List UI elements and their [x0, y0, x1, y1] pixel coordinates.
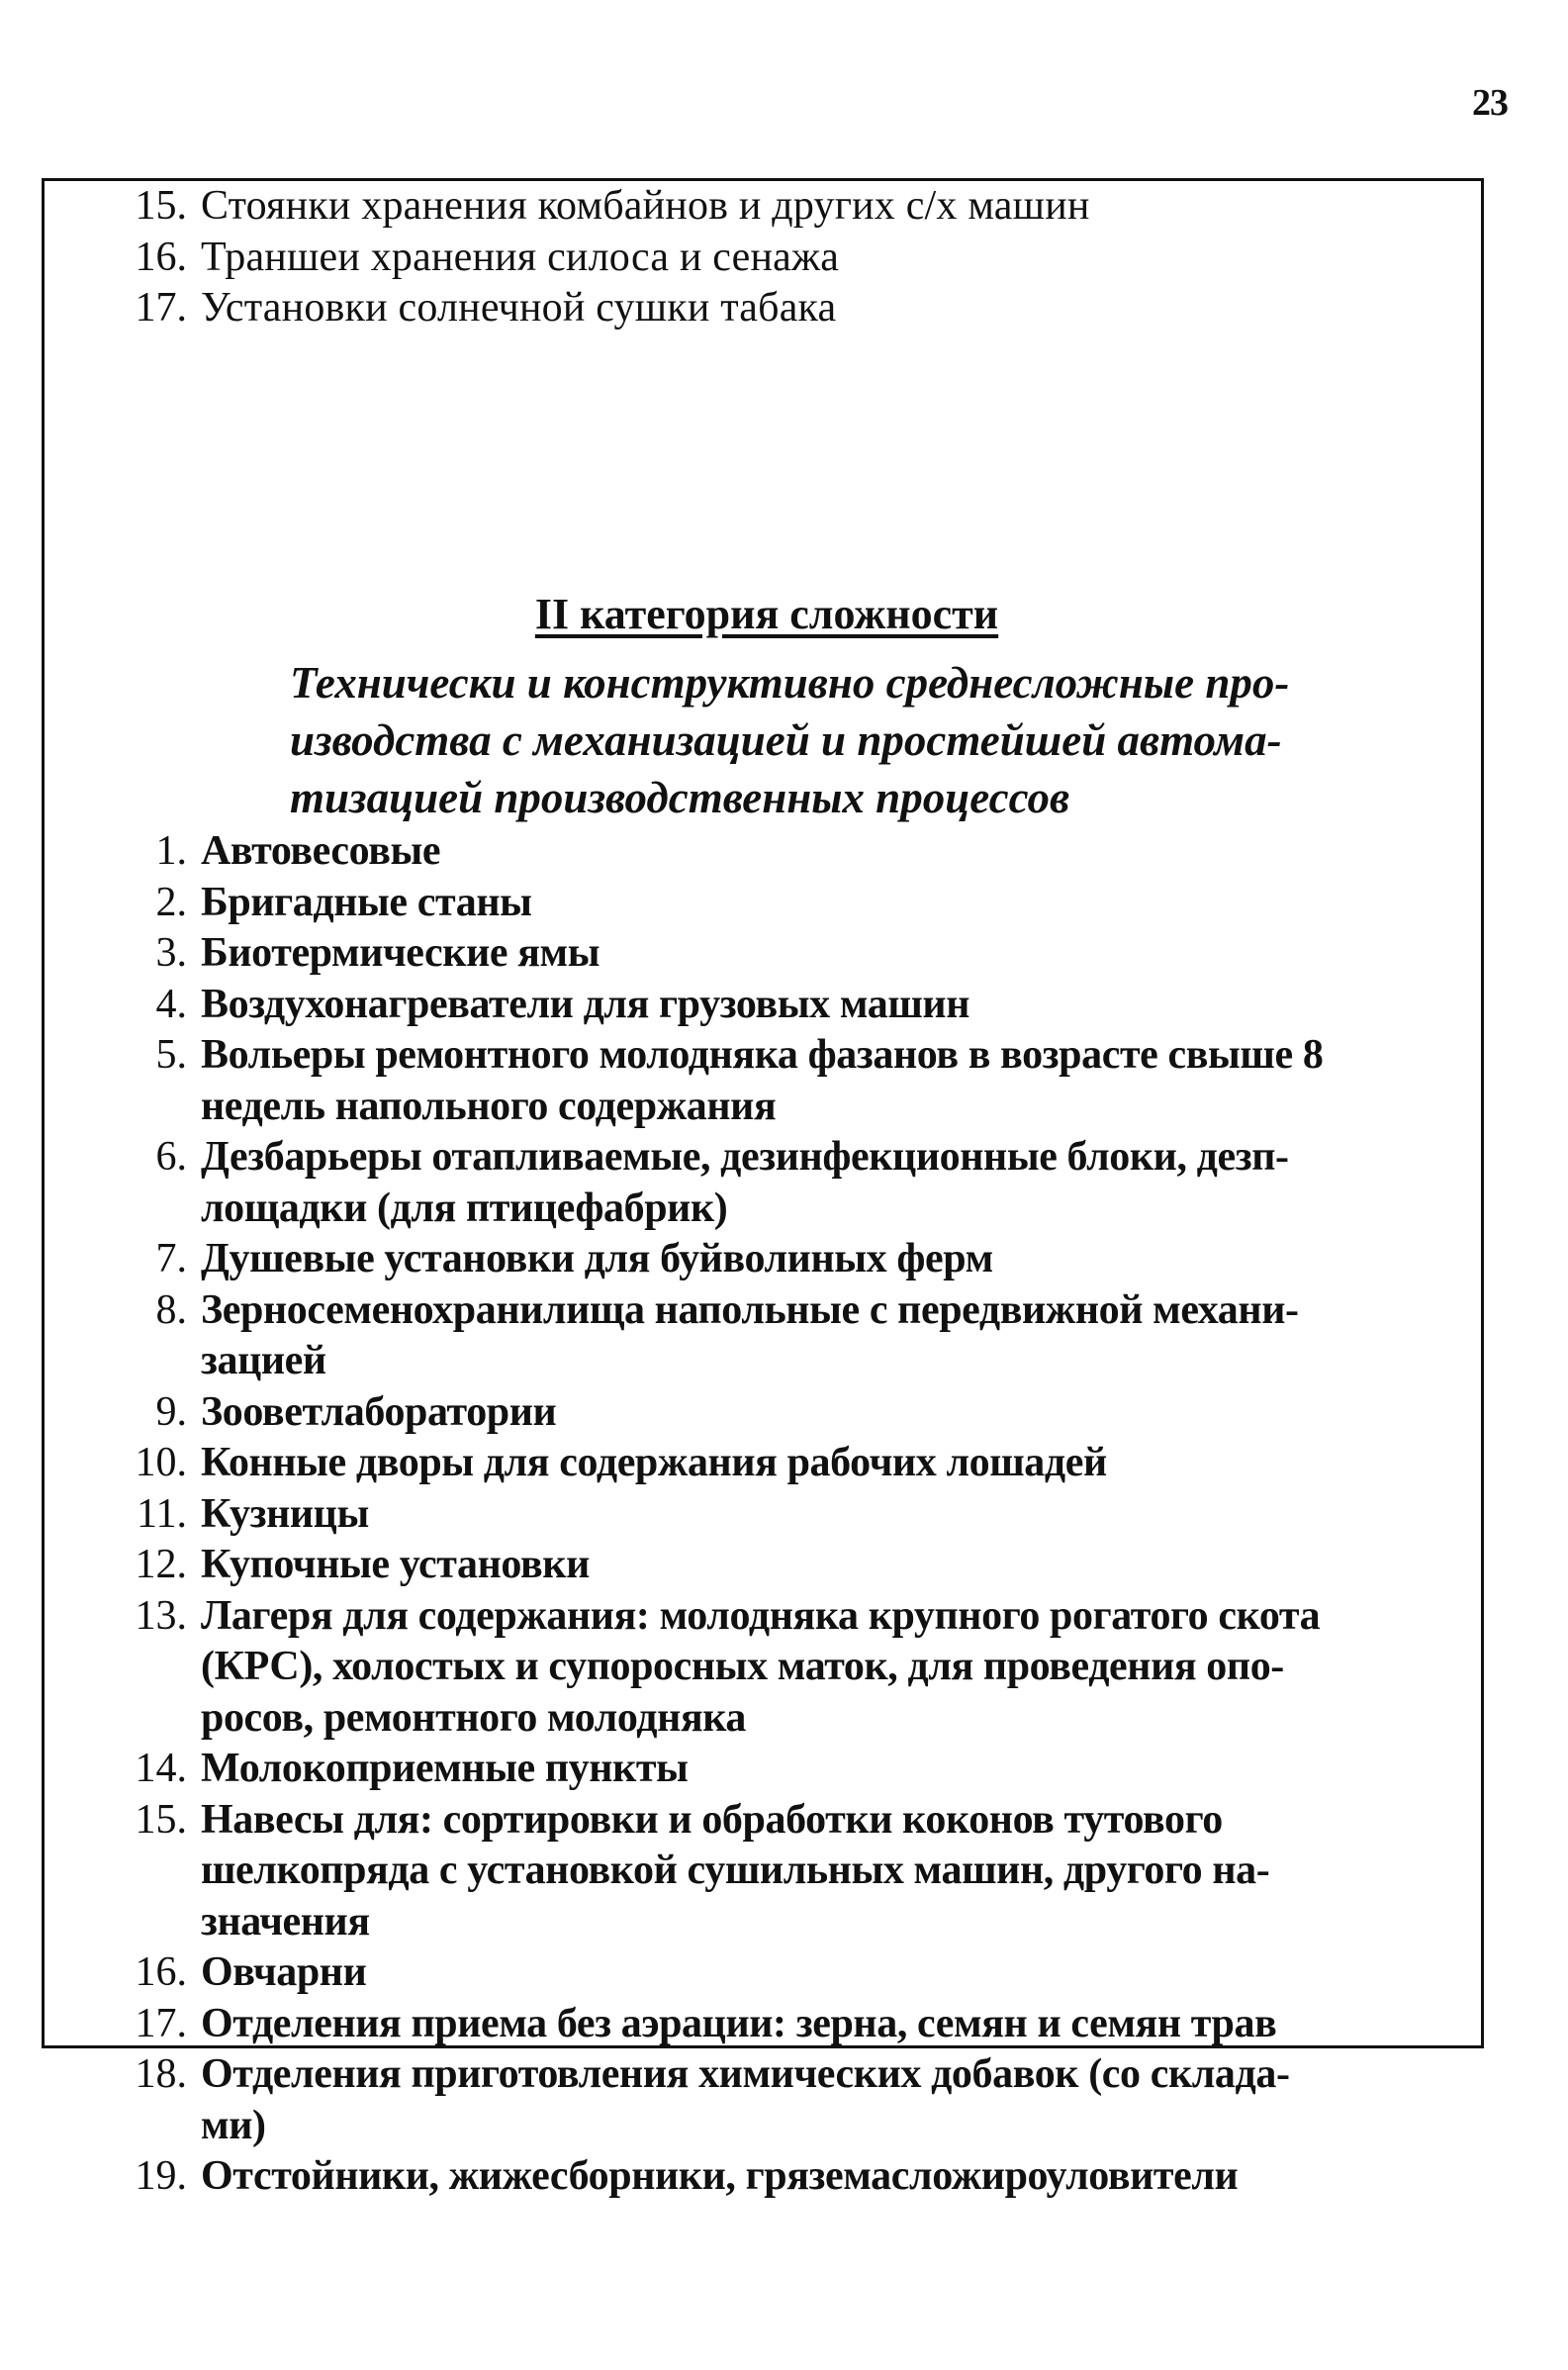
item-text: Зерносеменохранилища напольные с передвижной механи- зацией — [201, 1286, 1299, 1383]
list-item — [45, 2151, 1479, 2203]
list-item — [45, 928, 1479, 980]
item-number: 16. — [135, 1949, 187, 1995]
list-item — [45, 1489, 1479, 1541]
list-item — [45, 1285, 1479, 1387]
item-number: 17. — [135, 2000, 187, 2046]
item-text: Кузницы — [201, 1490, 369, 1537]
item-text: Воздухонагреватели для грузовых машин — [201, 981, 970, 1027]
item-number: 4. — [155, 981, 187, 1027]
list-item — [45, 233, 1479, 284]
item-text: Лагеря для содержания: молодняка крупного рогатого скота (КРС), холостых и супоросных маток, для проведения опо- росов, ремонтного молодняка — [201, 1592, 1321, 1741]
item-number: 18. — [135, 2051, 187, 2097]
item-number: 8. — [155, 1286, 187, 1333]
item-text: Молокоприемные пункты — [201, 1746, 689, 1791]
item-text: Овчарни — [201, 1949, 367, 1995]
item-number: 11. — [137, 1490, 187, 1537]
item-text: Купочные установки — [201, 1542, 590, 1587]
section-subheading: Технически и конструктивно среднесложные про- изводства с механизацией и простейшей автома- тизацией производственных процессов — [290, 658, 1290, 822]
item-text: Автовесовые — [201, 828, 441, 874]
item-text: Навесы для: сортировки и обработки коконов тутового шелкопряда с установкой сушильных машин, другого на- значения — [201, 1796, 1270, 1944]
item-number: 5. — [155, 1032, 187, 1078]
top-list — [45, 181, 1479, 334]
content-frame — [42, 178, 1484, 2199]
item-text: Бригадные станы — [201, 879, 532, 925]
list-item — [45, 1234, 1479, 1285]
list-item — [45, 1947, 1479, 1999]
item-text: Вольеры ремонтного молодняка фазанов в возрасте свыше 8 недель напольного содержания — [201, 1032, 1324, 1129]
item-number: 7. — [155, 1236, 187, 1281]
item-number: 10. — [135, 1440, 187, 1485]
item-text: Отстойники, жижесборники, гряземасложироуловители — [201, 2153, 1239, 2199]
list-item — [45, 1591, 1479, 1745]
item-number: 17. — [135, 285, 187, 331]
list-item — [45, 878, 1479, 929]
item-text: Отделения приема без аэрации: зерна, семян и семян трав — [201, 2000, 1277, 2046]
item-number: 6. — [155, 1134, 187, 1180]
list-item — [45, 826, 1479, 878]
item-number: 14. — [135, 1746, 187, 1791]
list-item — [45, 1540, 1479, 1591]
list-item — [45, 1795, 1479, 1948]
list-item — [45, 1030, 1479, 1132]
item-number: 15. — [135, 183, 187, 229]
list-item — [45, 1999, 1479, 2050]
main-list — [45, 826, 1479, 2203]
item-text: Зооветлаборатории — [201, 1388, 557, 1435]
item-text: Биотермические ямы — [201, 930, 600, 976]
section-heading: II категория сложности — [534, 590, 999, 638]
item-number: 12. — [135, 1542, 187, 1587]
item-text: Душевые установки для буйволиных ферм — [201, 1236, 993, 1281]
item-number: 19. — [135, 2153, 187, 2199]
item-text: Стоянки хранения комбайнов и других с/х машин — [201, 183, 1090, 229]
list-item — [45, 1387, 1479, 1439]
item-number: 13. — [135, 1592, 187, 1639]
list-item — [45, 181, 1479, 233]
item-number: 3. — [155, 930, 187, 976]
list-item — [45, 980, 1479, 1031]
list-item — [45, 283, 1479, 334]
item-text: Установки солнечной сушки табака — [201, 285, 837, 331]
item-text: Отделения приготовления химических добавок (со склада- ми) — [201, 2051, 1290, 2148]
item-number: 1. — [155, 828, 187, 874]
item-number: 9. — [155, 1388, 187, 1435]
list-item — [45, 2049, 1479, 2151]
list-item — [45, 1132, 1479, 1234]
page-number: 23 — [1472, 82, 1508, 124]
item-text: Конные дворы для содержания рабочих лошадей — [201, 1440, 1107, 1485]
item-text: Дезбарьеры отапливаемые, дезинфекционные блоки, дезп- лощадки (для птицефабрик) — [201, 1134, 1289, 1231]
item-number: 15. — [135, 1796, 187, 1843]
list-item — [45, 1438, 1479, 1489]
item-number: 16. — [135, 234, 187, 280]
item-number: 2. — [155, 879, 187, 925]
list-item — [45, 1744, 1479, 1795]
item-text: Траншеи хранения силоса и сенажа — [201, 234, 840, 280]
